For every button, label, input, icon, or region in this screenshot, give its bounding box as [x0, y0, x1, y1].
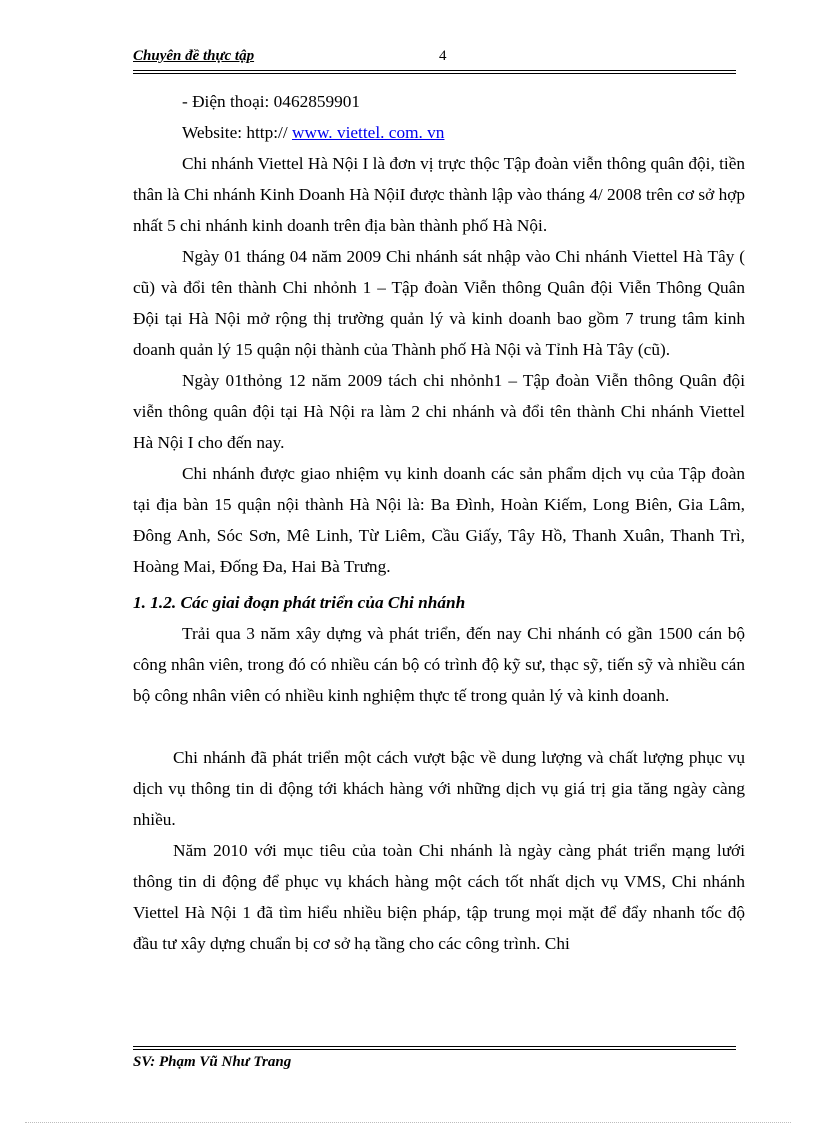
paragraph: Năm 2010 với mục tiêu của toàn Chi nhánh là ngày càng phát triển mạng lưới thông tin di động để phục vụ khách hàng một cách tốt nhất dịch vụ VMS, Chi nhánh Viettel Hà Nội 1 đã tìm hiểu nhiều biện pháp, tập trung mọi mặt để đẩy nhanh tốc độ đầu tư xây dựng chuẩn bị cơ sở hạ tầng cho các công trình. Chi — [133, 841, 745, 953]
header-rule-top — [133, 70, 736, 71]
footer-rule-bottom — [133, 1049, 736, 1050]
paragraph: Chi nhánh đã phát triển một cách vượt bậc về dung lượng và chất lượng phục vụ dịch vụ thông tin di động tới khách hàng với những dịch vụ giá trị gia tăng ngày càng nhiều. — [133, 748, 745, 829]
spacer — [133, 711, 745, 742]
footer-rule-top — [133, 1046, 736, 1047]
phone-line: - Điện thoại: 0462859901 — [182, 92, 361, 111]
header-title: Chuyên đề thực tập — [133, 48, 255, 64]
website-label: Website: http:// — [182, 123, 288, 142]
paragraph: Chi nhánh được giao nhiệm vụ kinh doanh các sản phẩm dịch vụ của Tập đoàn tại địa bàn 15 quận nội thành Hà Nội là: Ba Đình, Hoàn Kiếm, Long Biên, Gia Lâm, Đông Anh, Sóc Sơn, Mê Linh, Từ Liêm, Cầu Giấy, Tây Hồ, Thanh Xuân, Thanh Trì, Hoàng Mai, Đống Đa, Hai Bà Trưng. — [133, 464, 745, 576]
section-heading: 1. 1.2. Các giai đoạn phát triển của Chi nhánh — [133, 593, 466, 612]
body-text — [133, 86, 745, 959]
paragraph: Ngày 01 tháng 04 năm 2009 Chi nhánh sát nhập vào Chi nhánh Viettel Hà Tây ( cũ) và đổi tên thành Chi nhỏnh 1 – Tập đoàn Viễn thông Quân đội Viễn Thông Quân Đội tại Hà Nội mở rộng thị trường quản lý và kinh doanh bao gồm 7 trung tâm kinh doanh quản lý 15 quận nội thành của Thành phố Hà Nội và Tỉnh Hà Tây (cũ). — [133, 247, 745, 359]
website-link[interactable]: www. viettel. com. vn — [291, 123, 445, 142]
paragraph: Trải qua 3 năm xây dựng và phát triển, đến nay Chi nhánh có gần 1500 cán bộ công nhân viên, trong đó có nhiều cán bộ có trình độ kỹ sư, thạc sỹ, tiến sỹ và nhiều cán bộ công nhân viên có nhiều kinh nghiệm thực tế trong quản lý và kinh doanh. — [133, 624, 745, 705]
footer-author: SV: Phạm Vũ Như Trang — [133, 1054, 292, 1070]
page-number: 4 — [439, 48, 447, 64]
website-line — [133, 117, 745, 148]
header-rule-bottom — [133, 73, 736, 74]
paragraph: Chi nhánh Viettel Hà Nội I là đơn vị trực thộc Tập đoàn viễn thông quân đội, tiền thân là Chi nhánh Kinh Doanh Hà NộiI được thành lập vào tháng 4/ 2008 trên cơ sở hợp nhất 5 chi nhánh kinh doanh trên địa bàn thành phố Hà Nội. — [133, 154, 745, 235]
paragraph: Ngày 01thỏng 12 năm 2009 tách chi nhỏnh1 – Tập đoàn Viễn thông Quân đội viễn thông quân đội tại Hà Nội ra làm 2 chi nhánh và đổi tên thành Chi nhánh Viettel Hà Nội I cho đến nay. — [133, 371, 745, 452]
